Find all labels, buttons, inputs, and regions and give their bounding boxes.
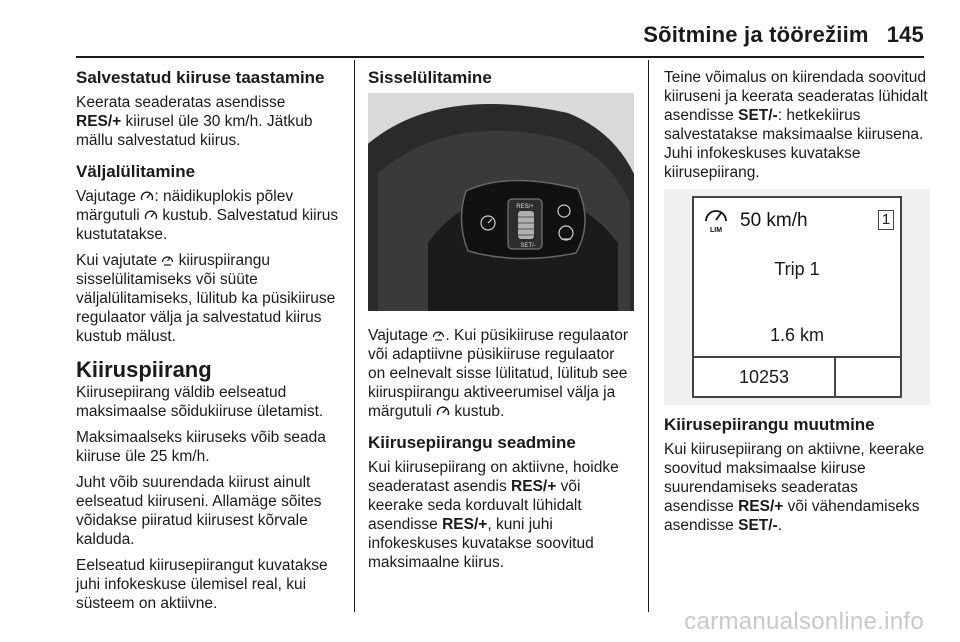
text: Vajutage	[368, 327, 433, 344]
column-1	[76, 62, 344, 620]
trip-distance: 1.6 km	[769, 325, 825, 345]
column-divider-1	[354, 60, 355, 612]
set-label: SET/-	[738, 517, 778, 534]
odometer: 10253	[694, 358, 836, 396]
text: : näidikuplokis põlev märgutuli	[76, 188, 294, 224]
chapter-title: Sõitmine ja töörežiim	[643, 22, 869, 47]
text: Vajutage	[76, 188, 141, 205]
text: kustub. Salvestatud kiirus kustutatakse.	[76, 207, 339, 243]
res-label: RES/+	[442, 516, 488, 533]
text: .	[777, 517, 783, 534]
para-on	[368, 326, 634, 421]
text: või keerake seda korduvalt lühidalt asendisse	[368, 478, 582, 533]
speed-limiter-icon	[432, 328, 445, 342]
res-label: RES/+	[76, 113, 122, 130]
text: Teine võimalus on kiirendada soovitud kiiruseni ja keerata seaderatas lühidalt asendisse	[664, 69, 928, 124]
display-page-number: 1	[878, 210, 894, 230]
res-label: RES/+	[511, 478, 557, 495]
text: kiiruspiirangu sisselülitamiseks või süüte väljalülitamiseks, lülitub ka püsikiiruse regulaator välja ja salvestatud kiirus kustub mälust.	[76, 252, 336, 345]
text: kiirusel üle 30 km/h. Jätkub mällu salvestatud kiirus.	[76, 113, 313, 149]
para-limiter-1: Kiirusepiirang väldib eelseatud maksimaalse sõidukiiruse ületamist.	[76, 384, 324, 420]
set-label: SET/-	[738, 107, 778, 124]
heading-on: Sisselülitamine	[368, 68, 492, 87]
display-bottom-row	[694, 356, 900, 396]
info-display	[692, 196, 902, 398]
trip-label: Trip 1	[774, 259, 820, 279]
para-limiter-4: Eelseatud kiirusepiirangut kuvatakse juhi infokeskuse ülemisel real, kui süsteem on aktiivne.	[76, 557, 328, 612]
heading-limiter: Kiiruspiirang	[76, 357, 212, 382]
cruise-control-icon	[140, 190, 154, 203]
text: Kui kiirusepiirang on aktiivne, hoidke seaderatast asendis	[368, 459, 619, 495]
para-limiter-press	[76, 251, 344, 346]
heading-off: Väljalülitamine	[76, 162, 196, 181]
para-limiter-2: Maksimaalseks kiiruseks võib seada kiiruse üle 25 km/h.	[76, 429, 326, 465]
page-number: 145	[886, 22, 924, 47]
text: . Kui püsikiiruse regulaator või adaptiivne püsikiiruse regulaator on eelnevalt sisse lülitatud, lülitub see kiiruspiirangu aktiveerumisel välja ja märgutuli	[368, 327, 629, 420]
header-rule	[76, 56, 924, 58]
page-header	[643, 22, 924, 48]
heading-set: Kiirusepiirangu seadmine	[368, 433, 576, 452]
wheel-set-label: SET/-	[520, 243, 536, 249]
column-2	[368, 62, 634, 579]
para-set	[368, 458, 634, 572]
speed-limiter-icon	[702, 206, 730, 234]
para-restore	[76, 93, 344, 150]
text: Kui kiirusepiirang on aktiivne, keerake soovitud maksimaalse kiiruse suurendamiseks seaderatas asendisse	[664, 441, 925, 515]
heading-restore: Salvestatud kiiruse taastamine	[76, 68, 325, 87]
wheel-res-label: RES/+	[516, 204, 534, 210]
lim-label: LIM	[709, 227, 723, 234]
text: , kuni juhi infokeskuses kuvatakse soovitud maksimaalne kiirus.	[368, 516, 594, 571]
limit-speed: 50 km/h	[740, 209, 808, 231]
heading-change: Kiirusepiirangu muutmine	[664, 415, 875, 434]
steering-wheel-illustration	[368, 93, 634, 311]
watermark[interactable]: carmanualsonline.info	[684, 608, 924, 635]
text: Keerata seaderatas asendisse	[76, 94, 286, 111]
para-change	[664, 440, 930, 535]
steering-wheel-figure	[368, 93, 634, 316]
speed-limiter-icon	[161, 253, 174, 267]
text: kustub.	[450, 403, 505, 420]
cruise-control-icon	[144, 209, 158, 222]
info-display-figure	[664, 189, 930, 405]
column-3	[664, 62, 930, 542]
para-off	[76, 187, 344, 244]
text: Kui vajutate	[76, 252, 162, 269]
cruise-control-icon	[436, 405, 450, 418]
display-top-row	[694, 198, 900, 242]
text: : hetkekiirus salvestatakse maksimaalse kiirusena. Juhi infokeskuses kuvatakse kiirusepiirang.	[664, 107, 924, 181]
text: või vähendamiseks asendisse	[664, 498, 920, 534]
para-alt	[664, 68, 930, 182]
res-label: RES/+	[738, 498, 784, 515]
para-limiter-3: Juht võib suurendada kiirust ainult eelseatud kiiruseni. Allamäge sõites võidakse piiratud kiirusest kõrvale kalduda.	[76, 474, 322, 548]
column-divider-2	[648, 60, 649, 612]
